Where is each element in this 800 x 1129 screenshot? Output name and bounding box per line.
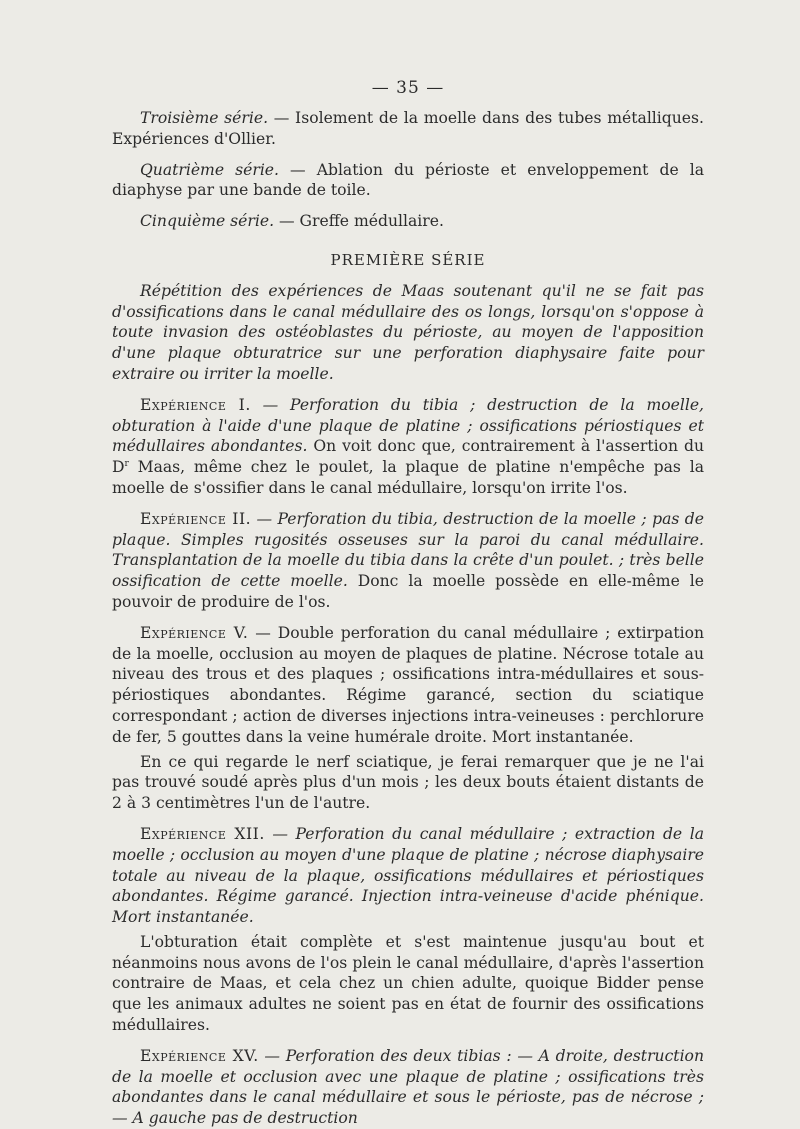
doctor-abbrev-sup: r	[124, 458, 129, 469]
experience-label: Expérience I.	[140, 395, 251, 414]
series-text: — Isolement de la moelle dans des tubes métalliques. Expériences d'Ollier.	[112, 109, 704, 148]
experience-label: Expérience V.	[140, 623, 249, 642]
experience-title: — Perforation du canal médullaire ; extraction de la moelle ; occlusion au moyen d'une plaque de platine ; nécrose diaphysaire totale au niveau de la plaque, ossifications médullaires et périostiques abondantes. Régime garancé. Injection intra-veineuse d'acide phénique. Mort instantanée.	[112, 824, 704, 927]
experience-label: Expérience XV.	[140, 1046, 259, 1065]
experience-5	[112, 623, 704, 748]
series-label: Quatrième série.	[140, 160, 279, 179]
experience-12-note: L'obturation était complète et s'est maintenue jusqu'au bout et néanmoins nous avons de l'os plein le canal médullaire, d'après l'assertion contraire de Maas, et cela chez un chien adulte, quoique Bidder pense que les animaux adultes ne soient pas en état de fournir des ossifications médullaires.	[112, 932, 704, 1035]
page-number: — 35 —	[371, 78, 445, 98]
experience-5-note: En ce qui regarde le nerf sciatique, je ferai remarquer que je ne l'ai pas trouvé soudé après plus d'un mois ; les deux bouts étaient distants de 2 à 3 centimètres l'un de l'autre.	[112, 752, 704, 813]
experience-label: Expérience II.	[140, 509, 252, 528]
experience-title: — Perforation du tibia, destruction de la moelle ; pas de plaque. Simples rugosités osseuses sur la paroi du canal médullaire. Transplantation de la moelle du tibia dans la crête d'un poulet. ; très belle ossification de cette moelle.	[112, 509, 704, 591]
experience-body: — Double perforation du canal médullaire ; extirpation de la moelle, occlusion au moyen de plaques de platine. Nécrose totale au niveau des trous et des plaques ; ossifications intra-médullaires et sous-périostiques abondantes. Régime garancé, section du sciatique correspondant ; action de diverses injections intra-veineuses : perchlorure de fer, 5 gouttes dans la veine humérale droite. Mort instantanée.	[112, 623, 704, 746]
section-intro: Répétition des expériences de Maas soutenant qu'il ne se fait pas d'ossifications dans le canal médullaire des os longs, lorsqu'on s'oppose à toute invasion des ostéoblastes du périoste, au moyen de l'apposition d'une plaque obturatrice sur une perforation diaphysaire faite pour extraire ou irriter la moelle.	[112, 281, 704, 383]
experience-12	[112, 824, 704, 928]
experience-label: Expérience XII.	[140, 824, 265, 843]
series-item-4	[112, 160, 704, 202]
series-label: Cinquième série.	[140, 212, 275, 231]
experience-title: — Perforation des deux tibias : — A droite, destruction de la moelle et occlusion avec une plaque de platine ; ossifications très abondantes dans le canal médullaire et sous le périoste, pas de nécrose ; — A gauche pas de destruction	[112, 1046, 704, 1128]
experience-body: On voit donc que, contrairement à l'assertion du D	[112, 437, 705, 477]
series-item-3	[112, 108, 704, 150]
series-text: — Ablation du périoste et enveloppement de la diaphyse par une bande de toile.	[112, 160, 705, 200]
series-item-5	[112, 211, 704, 232]
experience-1	[112, 395, 704, 499]
series-label: Troisième série.	[140, 109, 269, 127]
experience-title: — Perforation du tibia ; destruction de la moelle, obturation à l'aide d'une plaque de platine ; ossifications périostiques et médullaires abondantes.	[112, 395, 705, 456]
series-text: — Greffe médullaire.	[274, 212, 444, 231]
experience-2	[112, 509, 704, 613]
experience-body-cont: Maas, même chez le poulet, la plaque de platine n'empêche pas la moelle de s'ossifier dans le canal médullaire, lorsqu'on irrite l'os.	[112, 458, 704, 497]
section-heading: PREMIÈRE SÉRIE	[330, 250, 486, 269]
experience-15	[112, 1046, 704, 1129]
experience-body: Donc la moelle possède en elle-même le pouvoir de produire de l'os.	[112, 572, 704, 611]
